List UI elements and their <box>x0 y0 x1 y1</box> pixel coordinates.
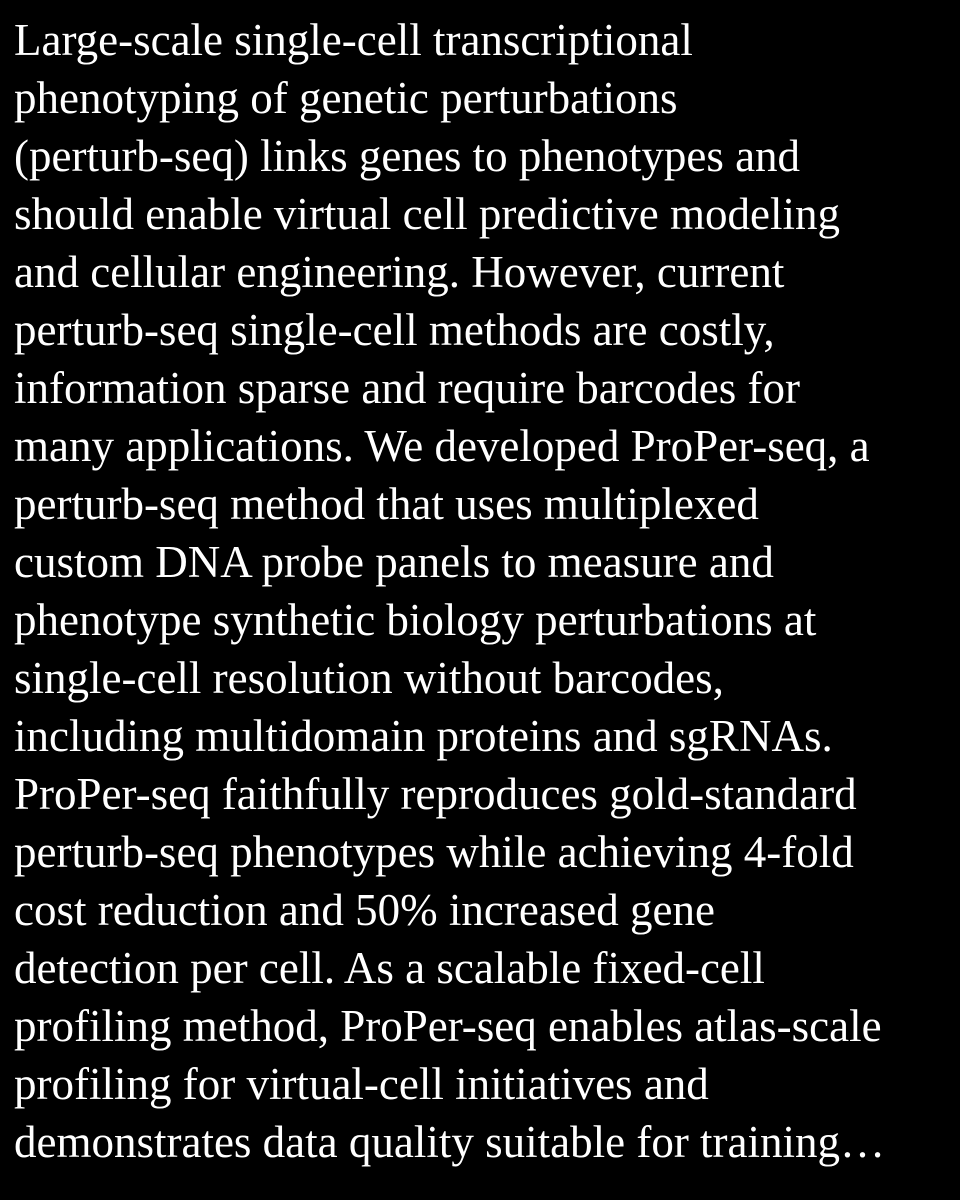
abstract-line: should enable virtual cell predictive modeling <box>14 189 840 239</box>
abstract-line: single-cell resolution without barcodes, <box>14 653 724 703</box>
abstract-line: including multidomain proteins and sgRNAs. <box>14 711 833 761</box>
abstract-line: and cellular engineering. However, current <box>14 247 785 297</box>
abstract-line: detection per cell. As a scalable fixed-cell <box>14 943 765 993</box>
abstract-line: many applications. We developed ProPer-seq, a <box>14 421 870 471</box>
abstract-line: profiling method, ProPer-seq enables atlas-scale <box>14 1001 882 1051</box>
abstract-line: custom DNA probe panels to measure and <box>14 537 774 587</box>
abstract-line: demonstrates data quality suitable for training… <box>14 1117 886 1167</box>
abstract-line: perturb-seq method that uses multiplexed <box>14 479 759 529</box>
abstract-line: (perturb-seq) links genes to phenotypes and <box>14 131 801 181</box>
abstract-text <box>14 11 954 1171</box>
abstract-line: profiling for virtual-cell initiatives and <box>14 1059 709 1109</box>
abstract-line: ProPer-seq faithfully reproduces gold-standard <box>14 769 857 819</box>
abstract-line: perturb-seq phenotypes while achieving 4-fold <box>14 827 854 877</box>
abstract-line: phenotyping of genetic perturbations <box>14 73 678 123</box>
abstract-line: information sparse and require barcodes for <box>14 363 800 413</box>
abstract-line: Large-scale single-cell transcriptional <box>14 15 693 65</box>
abstract-line: cost reduction and 50% increased gene <box>14 885 715 935</box>
abstract-line: phenotype synthetic biology perturbations at <box>14 595 817 645</box>
abstract-line: perturb-seq single-cell methods are costly, <box>14 305 775 355</box>
